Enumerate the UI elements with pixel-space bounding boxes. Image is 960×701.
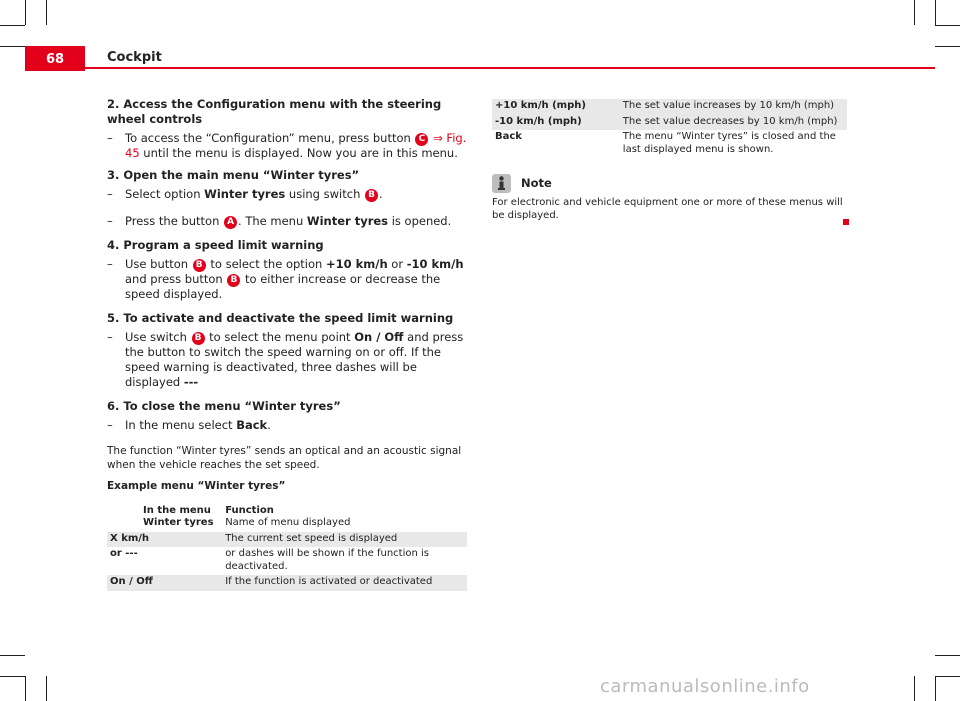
step6-text	[125, 418, 467, 433]
step-text: and press the button to switch the speed warning on or off. If the speed warning is deactivated, three dashes will be displayed	[125, 330, 464, 389]
step2-item	[107, 131, 467, 161]
header-rule	[85, 67, 935, 69]
table-row	[107, 532, 467, 548]
step6-heading: 6. To close the menu “Winter tyres”	[107, 399, 341, 413]
step5-text	[125, 330, 467, 390]
menu-point-name: Back	[236, 418, 268, 432]
dash-bullet: –	[107, 418, 113, 432]
crop-mark	[935, 46, 960, 47]
note-title: Note	[521, 176, 552, 190]
table-cell-value: The set value decreases by 10 km/h (mph)	[620, 115, 847, 131]
option-name: +10 km/h	[325, 257, 388, 271]
table-cell-key: On / Off	[107, 575, 222, 591]
crop-mark	[935, 0, 936, 25]
dashes-text: ---	[183, 375, 199, 389]
step4-text	[125, 257, 467, 302]
step3-item-1	[107, 187, 467, 202]
step-text: Use button	[125, 257, 189, 271]
dash-bullet: –	[107, 187, 113, 201]
table-row	[492, 115, 847, 131]
step-text: and press button	[125, 272, 223, 286]
info-icon	[492, 174, 511, 193]
menu-name: Winter tyres	[306, 214, 389, 228]
crop-mark	[935, 676, 960, 677]
step-text: to either increase or decrease the speed displayed.	[125, 272, 441, 301]
step-text: to select the option	[210, 257, 323, 271]
dash-bullet: –	[107, 214, 113, 228]
dash-bullet: –	[107, 131, 113, 145]
table-header-text: In the menu	[143, 504, 211, 516]
table-cell-key: X km/h	[107, 532, 222, 548]
step4-item	[107, 257, 467, 302]
note-text: For electronic and vehicle equipment one or more of these menus will be displayed.	[492, 197, 843, 221]
menu-point-name: On / Off	[354, 330, 404, 344]
table-header-cell	[222, 504, 467, 532]
step-text: Press the button	[125, 214, 220, 228]
table-cell-value: If the function is activated or deactivated	[222, 575, 467, 591]
step4-heading: 4. Program a speed limit warning	[107, 238, 324, 252]
step5-heading: 5. To activate and deactivate the speed limit warning	[107, 311, 454, 325]
table-header-cell	[107, 504, 222, 532]
table-header-text: Function	[225, 504, 274, 516]
step2-text	[125, 131, 467, 161]
table-header-text: Winter tyres	[143, 517, 214, 528]
step3-text-1	[125, 187, 467, 202]
crop-mark	[0, 46, 25, 47]
table-row	[107, 547, 467, 575]
dash-bullet: –	[107, 257, 113, 271]
option-name: -10 km/h	[406, 257, 464, 271]
table-cell-key: +10 km/h (mph)	[492, 99, 620, 115]
table-header-row	[107, 504, 467, 532]
badge-b: B	[365, 189, 378, 202]
crop-mark	[935, 676, 936, 701]
function-paragraph: The function “Winter tyres” sends an optical and an acoustic signal when the vehicle reaches the set speed.	[107, 445, 462, 471]
crop-mark	[0, 676, 25, 677]
table-row	[107, 575, 467, 591]
crop-mark	[914, 0, 915, 25]
step-text: or	[391, 257, 404, 271]
crop-mark	[935, 655, 960, 656]
table-cell-key: or ---	[110, 548, 138, 559]
table-cell-value: The set value increases by 10 km/h (mph)	[620, 99, 847, 115]
table-cell-value: The current set speed is displayed	[222, 532, 467, 548]
watermark: carmanualsonline.info	[600, 676, 810, 697]
step-text: Use switch	[125, 330, 187, 344]
badge-b: B	[227, 274, 240, 287]
step-text: until the menu is displayed. Now you are in this menu.	[143, 146, 458, 160]
section-end-marker	[843, 219, 849, 225]
step-text: . The menu	[238, 214, 304, 228]
winter-tyres-table	[107, 504, 467, 591]
table-row	[492, 130, 847, 158]
step-text: is opened.	[391, 214, 452, 228]
step6-item	[107, 418, 467, 433]
note-header	[492, 174, 847, 193]
badge-a: A	[224, 216, 237, 229]
crop-mark	[935, 25, 960, 26]
crop-mark	[0, 25, 25, 26]
left-column	[107, 97, 467, 591]
step-text: to select the menu point	[209, 330, 351, 344]
step5-item	[107, 330, 467, 390]
step-text: To access the “Configuration” menu, press button	[125, 131, 411, 145]
step-text: In the menu select	[125, 418, 233, 432]
step-text: .	[379, 187, 383, 201]
crop-mark	[25, 676, 26, 701]
step-text: using switch	[288, 187, 361, 201]
speed-options-table	[492, 99, 847, 158]
badge-b: B	[192, 332, 205, 345]
page-number: 68	[45, 52, 65, 67]
dash-bullet: –	[107, 330, 113, 344]
crop-mark	[914, 676, 915, 701]
step-text: .	[267, 418, 271, 432]
step-text: Select option	[125, 187, 201, 201]
section-title: Cockpit	[107, 50, 162, 65]
step3-item-2	[107, 214, 467, 229]
crop-mark	[46, 676, 47, 701]
badge-b: B	[193, 259, 206, 272]
menu-name: Winter tyres	[204, 187, 286, 201]
step3-heading: 3. Open the main menu “Winter tyres”	[107, 168, 360, 182]
table-cell-key: -10 km/h (mph)	[492, 115, 620, 131]
crop-mark	[46, 0, 47, 25]
badge-c: C	[415, 133, 428, 146]
table-row	[492, 99, 847, 115]
crop-mark	[25, 0, 26, 25]
page-number-box	[25, 46, 85, 71]
table-header-text: Name of menu displayed	[225, 517, 351, 528]
crop-mark	[0, 655, 25, 656]
table-cell-value: The menu “Winter tyres” is closed and the last displayed menu is shown.	[622, 131, 836, 155]
step3-text-2	[125, 214, 467, 229]
figure-reference-link[interactable]: ⇒ Fig. 45	[125, 131, 467, 160]
table-cell-value: or dashes will be shown if the function is deactivated.	[225, 548, 429, 572]
example-label: Example menu “Winter tyres”	[107, 480, 286, 492]
table-cell-key: Back	[495, 131, 522, 142]
step2-heading: 2. Access the Configuration menu with the steering wheel controls	[107, 97, 442, 126]
right-column	[492, 99, 847, 222]
